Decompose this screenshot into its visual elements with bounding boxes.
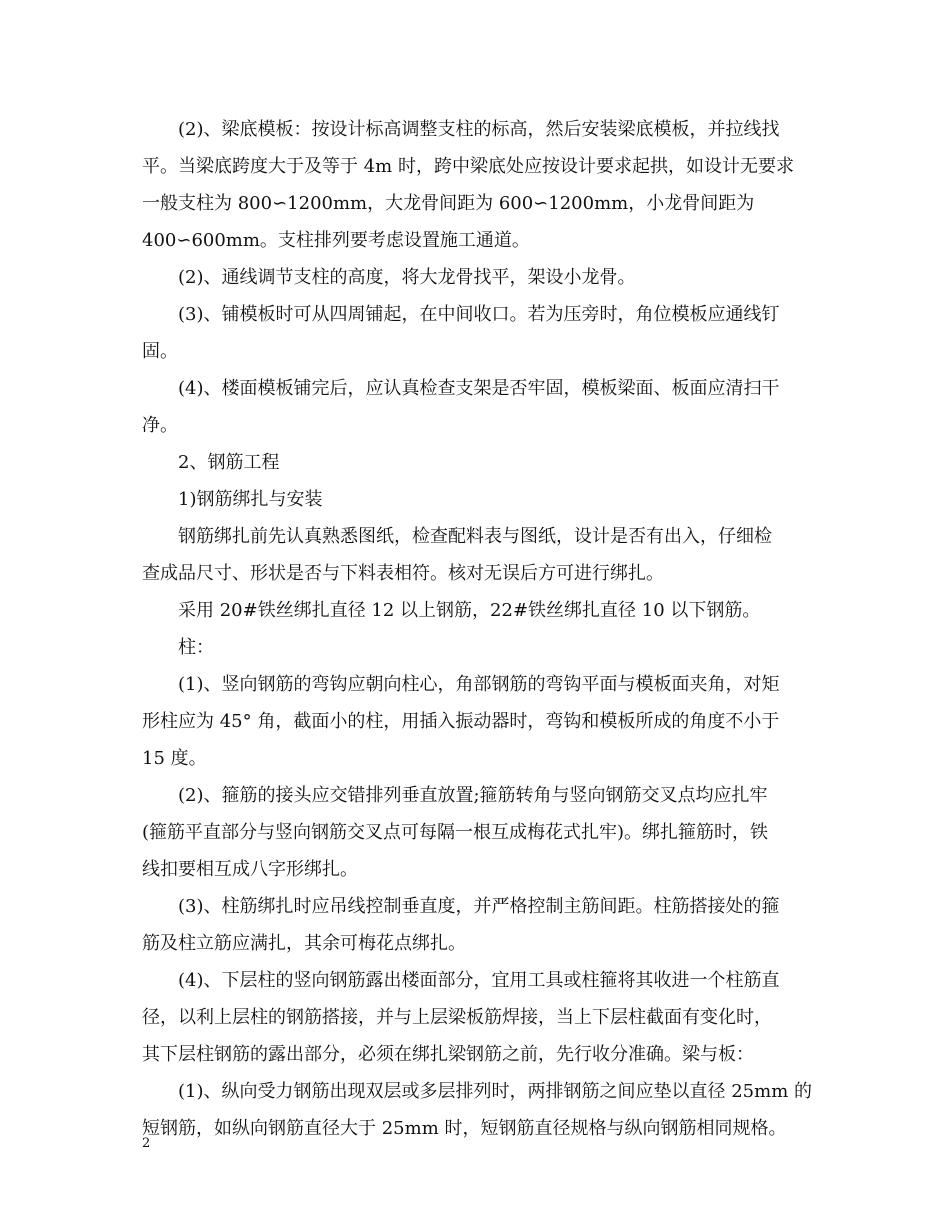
paragraph-line: (4)、下层柱的竖向钢筋露出楼面部分，宜用工具或柱箍将其收进一个柱筋直 <box>178 970 780 991</box>
paragraph-line: 钢筋绑扎前先认真熟悉图纸，检查配料表与图纸，设计是否有出入，仔细检 <box>178 526 772 547</box>
paragraph-line: 径，以利上层柱的钢筋搭接，并与上层梁板筋焊接，当上下层柱截面有变化时， <box>142 1007 772 1028</box>
paragraph-line: 400∽600mm。支柱排列要考虑设置施工通道。 <box>142 230 530 251</box>
paragraph-line: 净。 <box>142 415 178 436</box>
paragraph-line: (2)、通线调节支柱的高度，将大龙骨找平，架设小龙骨。 <box>178 267 636 288</box>
paragraph-line: (1)、竖向钢筋的弯钩应朝向柱心，角部钢筋的弯钩平面与模板面夹角，对矩 <box>178 674 780 695</box>
paragraph-line: 固。 <box>142 341 178 362</box>
section-heading: 2、钢筋工程 <box>178 452 280 473</box>
paragraph-line: (2)、箍筋的接头应交错排列垂直放置;箍筋转角与竖向钢筋交叉点均应扎牢 <box>178 785 768 806</box>
paragraph-line: (3)、铺模板时可从四周铺起，在中间收口。若为压旁时，角位模板应通线钉 <box>178 304 780 325</box>
paragraph-line: 形柱应为 45° 角，截面小的柱，用插入振动器时，弯钩和模板所成的角度不小于 <box>142 711 780 732</box>
paragraph-line: (1)、纵向受力钢筋出现双层或多层排列时，两排钢筋之间应垫以直径 25mm 的 <box>178 1081 812 1102</box>
paragraph-line: 线扣要相互成八字形绑扎。 <box>142 859 358 880</box>
paragraph-line: 短钢筋，如纵向钢筋直径大于 25mm 时，短钢筋直径规格与纵向钢筋相同规格。 <box>142 1118 787 1139</box>
subsection-heading: 1)钢筋绑扎与安装 <box>178 489 323 510</box>
paragraph-line: 筋及柱立筋应满扎，其余可梅花点绑扎。 <box>142 933 466 954</box>
paragraph-line: 一般支柱为 800∽1200mm，大龙骨间距为 600∽1200mm，小龙骨间距为 <box>142 193 755 214</box>
paragraph-line: 其下层柱钢筋的露出部分，必须在绑扎梁钢筋之前，先行收分准确。梁与板： <box>142 1044 754 1065</box>
paragraph-line: 柱： <box>178 637 214 658</box>
paragraph-line: (2)、梁底模板：按设计标高调整支柱的标高，然后安装梁底模板，并拉线找 <box>178 119 780 140</box>
paragraph-line: 平。当梁底跨度大于及等于 4m 时，跨中梁底处应按设计要求起拱，如设计无要求 <box>142 156 794 177</box>
paragraph-line: (4)、楼面模板铺完后，应认真检查支架是否牢固，模板梁面、板面应清扫干 <box>178 378 780 399</box>
paragraph-line: 采用 20#铁丝绑扎直径 12 以上钢筋，22#铁丝绑扎直径 10 以下钢筋。 <box>178 600 761 621</box>
paragraph-line: (箍筋平直部分与竖向钢筋交叉点可每隔一根互成梅花式扎牢)。绑扎箍筋时，铁 <box>142 822 769 843</box>
paragraph-line: (3)、柱筋绑扎时应吊线控制垂直度，并严格控制主筋间距。柱筋搭接处的箍 <box>178 896 780 917</box>
paragraph-line: 查成品尺寸、形状是否与下料表相符。核对无误后方可进行绑扎。 <box>142 563 664 584</box>
paragraph-line: 15 度。 <box>142 748 207 769</box>
page-number: 2 <box>142 1136 151 1151</box>
